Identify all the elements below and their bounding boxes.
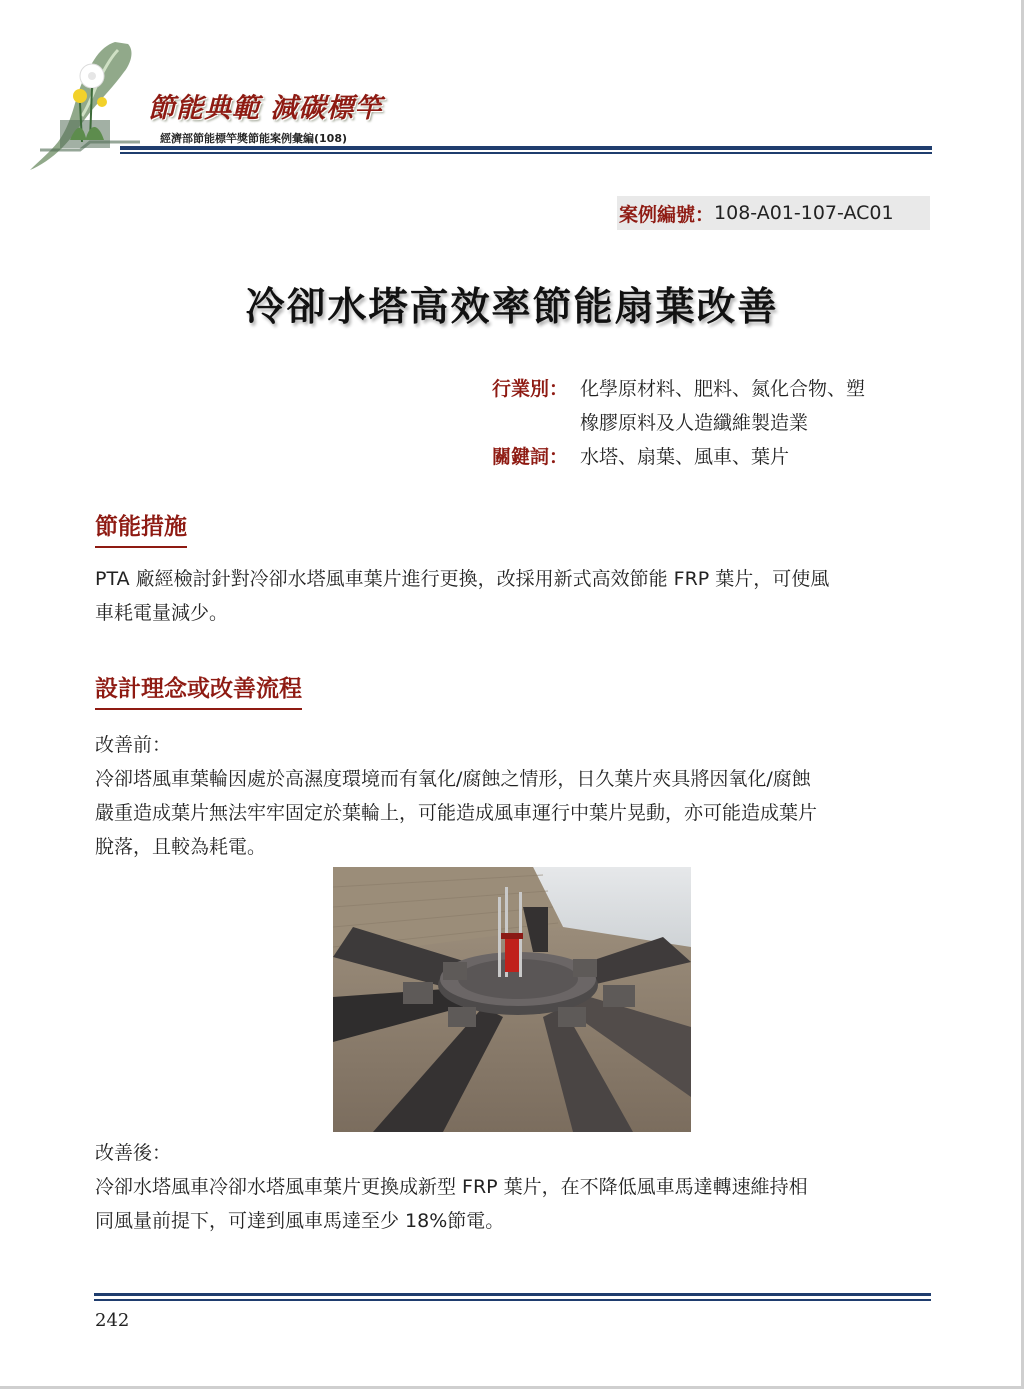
case-number-value: 108-A01-107-AC01: [714, 202, 894, 224]
fan-blades-photo: [333, 867, 691, 1132]
document-title: 冷卻水塔高效率節能扇葉改善: [245, 285, 779, 330]
section-heading-measures: 節能措施: [95, 508, 187, 548]
header-rule: [120, 146, 932, 150]
case-number-box: [617, 196, 930, 230]
paragraph-line: 同風量前提下，可達到風車馬達至少 18%節電。: [95, 1210, 505, 1232]
keywords-row: [492, 440, 932, 474]
paragraph-line: 冷卻塔風車葉輪因處於高濕度環境而有氧化/腐蝕之情形，日久葉片夾具將因氧化/腐蝕: [95, 768, 811, 790]
industry-label: 行業別：: [492, 378, 569, 400]
section-heading-design: 設計理念或改善流程: [95, 670, 302, 710]
after-paragraph: [95, 1136, 935, 1238]
industry-row: [492, 372, 932, 440]
brand-title: 節能典範 減碳標竿: [148, 93, 383, 124]
header-rule-thin: [120, 152, 932, 154]
paragraph-line: 脫落，且較為耗電。: [95, 836, 267, 858]
paragraph-line: 冷卻水塔風車冷卻水塔風車葉片更換成新型 FRP 葉片，在不降低風車馬達轉速維持相: [95, 1176, 808, 1198]
case-meta: [492, 372, 932, 474]
page-number: 242: [95, 1310, 130, 1331]
industry-line: 化學原材料、肥料、氮化合物、塑: [580, 378, 866, 400]
brand-subtitle: 經濟部節能標竿獎節能案例彙編(108): [160, 132, 348, 145]
keywords-value: 水塔、扇葉、風車、葉片: [580, 446, 790, 468]
industry-line: 橡膠原料及人造纖維製造業: [580, 412, 809, 434]
paragraph-line: PTA 廠經檢討針對冷卻水塔風車葉片進行更換，改採用新式高效節能 FRP 葉片，可使風: [95, 568, 830, 590]
footer-rule-thin: [94, 1299, 931, 1301]
paragraph-line: 嚴重造成葉片無法牢牢固定於葉輪上，可能造成風車運行中葉片晃動，亦可能造成葉片: [95, 802, 818, 824]
before-label: 改善前：: [95, 734, 172, 756]
keywords-label: 關鍵詞：: [492, 446, 569, 468]
after-label: 改善後：: [95, 1142, 172, 1164]
footer-rule: [94, 1293, 931, 1296]
case-number-label: 案例編號：: [619, 203, 715, 226]
before-paragraph: [95, 728, 935, 864]
measures-paragraph: [95, 562, 935, 630]
industry-value: [580, 372, 865, 440]
paragraph-line: 車耗電量減少。: [95, 602, 229, 624]
